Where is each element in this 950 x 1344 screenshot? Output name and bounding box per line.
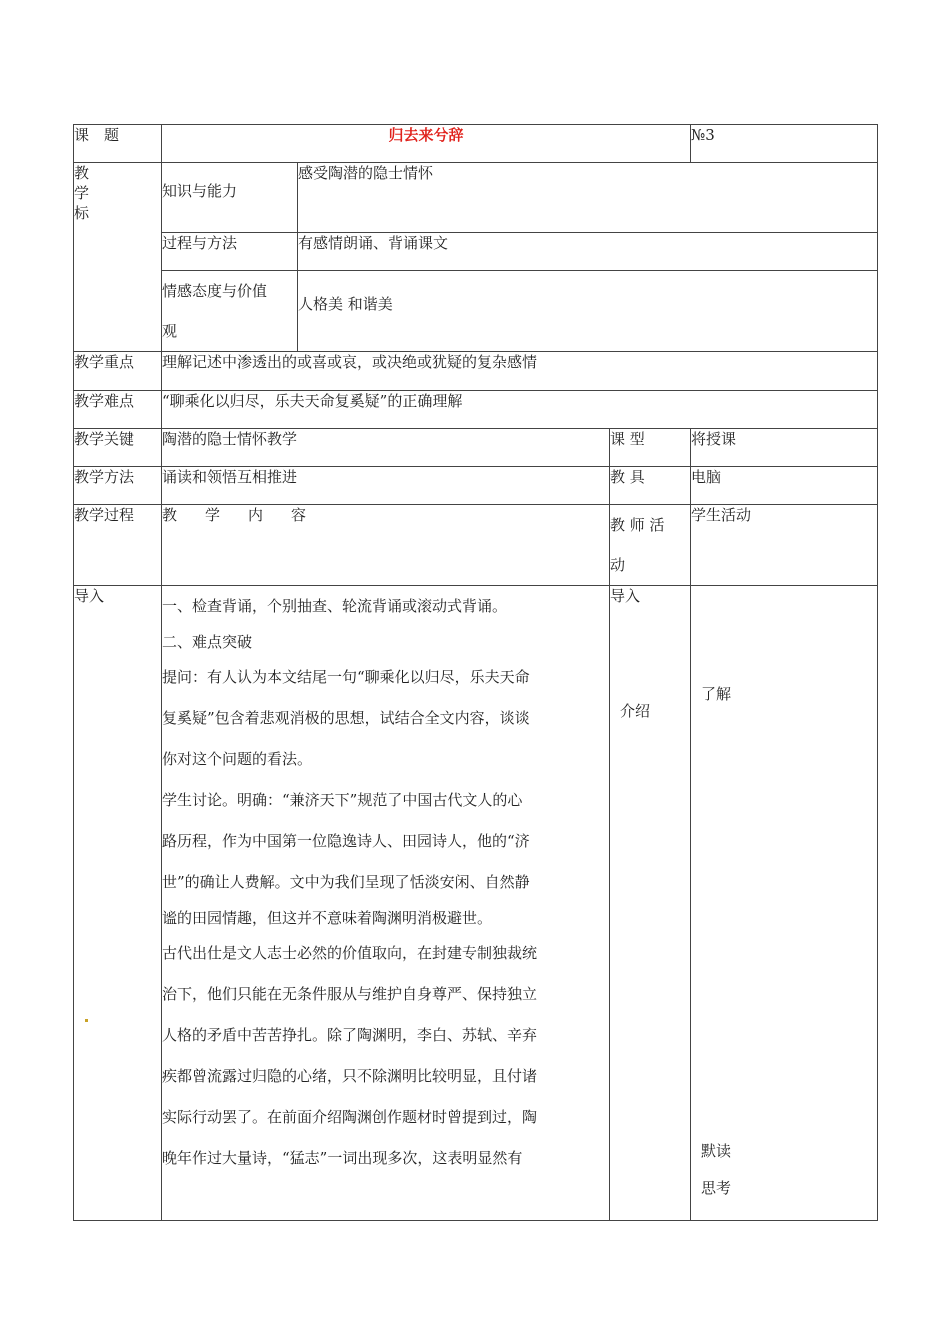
- objectives-label: 教 学 标: [74, 163, 162, 352]
- difficulty-content: “聊乘化以归尽，乐夫天命复奚疑”的正确理解: [162, 391, 878, 429]
- lesson-title: 归去来兮辞: [162, 125, 691, 163]
- key-point-content: 理解记述中渗透出的或喜或哀，或决绝或犹疑的复杂感情: [162, 352, 878, 391]
- objective-category: 情感态度与价值 观: [162, 271, 298, 352]
- teacher-activity: 导入 介绍: [610, 586, 691, 1221]
- objective-row-2: [74, 233, 878, 271]
- intro-paragraph: 学生讨论。明确：“兼济天下”规范了中国古代文人的心: [162, 791, 523, 809]
- process-header-row: [74, 505, 878, 586]
- topic-label: 课 题: [74, 125, 162, 163]
- intro-label: 导入: [74, 586, 162, 1221]
- teacher-activity-label: 教 师 活 动: [610, 505, 691, 586]
- difficulty-row: [74, 391, 878, 429]
- intro-paragraph: 世”的确让人费解。文中为我们呈现了恬淡安闲、自然静: [162, 873, 530, 891]
- key-point-label: 教学重点: [74, 352, 162, 391]
- intro-paragraph: 治下，他们只能在无条件服从与维护自身尊严、保持独立: [162, 985, 538, 1003]
- objective-category: 过程与方法: [162, 233, 298, 271]
- intro-paragraph: 谧的田园情趣，但这并不意味着陶渊明消极避世。: [162, 909, 493, 927]
- objective-content: 人格美 和谐美: [298, 271, 878, 352]
- key-label: 教学关键: [74, 429, 162, 467]
- tool-value: 电脑: [691, 467, 878, 505]
- lesson-plan-table: [73, 124, 878, 1221]
- objective-category: 知识与能力: [162, 163, 298, 233]
- objective-content: 感受陶潜的隐士情怀: [298, 163, 878, 233]
- objective-row-1: [74, 163, 878, 233]
- intro-paragraph: 路历程，作为中国第一位隐逸诗人、田园诗人，他的“济: [162, 832, 530, 850]
- objective-content: 有感情朗诵、背诵课文: [298, 233, 878, 271]
- key-row: [74, 429, 878, 467]
- intro-row: [74, 586, 878, 1221]
- intro-paragraph: 复奚疑”包含着悲观消极的思想，试结合全文内容，谈谈: [162, 709, 530, 727]
- method-row: [74, 467, 878, 505]
- key-content: 陶潜的隐士情怀教学: [162, 429, 610, 467]
- title-row: [74, 125, 878, 163]
- student-activity: 了解 默读 思考: [691, 586, 878, 1221]
- student-activity-label: 学生活动: [691, 505, 878, 586]
- intro-paragraph: 人格的矛盾中苦苦挣扎。除了陶渊明，李白、苏轼、辛弃: [162, 1026, 538, 1044]
- difficulty-label: 教学难点: [74, 391, 162, 429]
- lesson-type-label: 课 型: [610, 429, 691, 467]
- lesson-type-value: 将授课: [691, 429, 878, 467]
- intro-paragraph: 你对这个问题的看法。: [162, 750, 313, 768]
- method-content: 诵读和领悟互相推进: [162, 467, 610, 505]
- intro-content: [162, 586, 610, 1221]
- intro-paragraph: 晚年作过大量诗，“猛志”一词出现多次，这表明显然有: [162, 1149, 523, 1167]
- content-header: 教 学 内 容: [162, 505, 610, 586]
- objective-row-3: [74, 271, 878, 352]
- intro-paragraph: 疾都曾流露过归隐的心绪，只不除渊明比较明显，且付诸: [162, 1067, 538, 1085]
- method-label: 教学方法: [74, 467, 162, 505]
- tool-label: 教 具: [610, 467, 691, 505]
- intro-paragraph: 提问：有人认为本文结尾一句“聊乘化以归尽，乐夫天命: [162, 668, 530, 686]
- marker-dot: [85, 1019, 88, 1022]
- key-point-row: [74, 352, 878, 391]
- intro-paragraph: 实际行动罢了。在前面介绍陶渊创作题材时曾提到过，陶: [162, 1108, 538, 1126]
- intro-paragraph: 二、难点突破: [162, 633, 253, 651]
- intro-paragraph: 一、检查背诵，个别抽查、轮流背诵或滚动式背诵。: [162, 597, 508, 615]
- lesson-number: №3: [691, 125, 878, 163]
- process-label: 教学过程: [74, 505, 162, 586]
- intro-paragraph: 古代出仕是文人志士必然的价值取向，在封建专制独裁统: [162, 944, 538, 962]
